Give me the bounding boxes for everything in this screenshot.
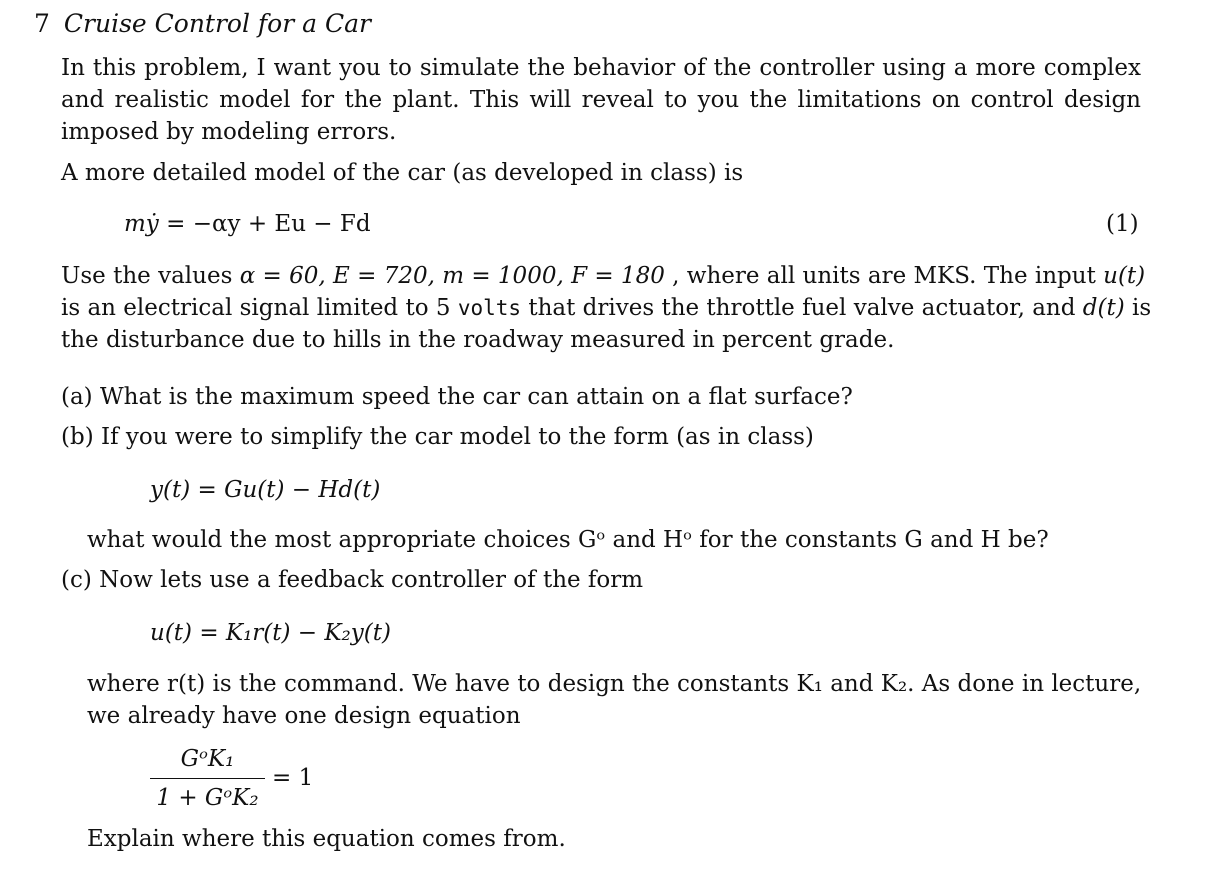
part-b — [61, 421, 814, 453]
model-intro: A more detailed model of the car (as developed in class) is — [61, 160, 744, 186]
volts-text: volts — [457, 296, 522, 320]
part-c-text: Now lets use a feedback controller of the form — [99, 567, 644, 593]
values-line2-b: that drives the throttle fuel valve actuator, and — [528, 295, 1076, 321]
values-line2-c: is — [1132, 295, 1152, 321]
disturbance-d: d(t) — [1082, 295, 1125, 321]
part-c — [61, 564, 643, 596]
part-a — [61, 381, 853, 413]
part-b-text: If you were to simplify the car model to the form (as in class) — [100, 424, 814, 450]
values-pre: Use the values — [61, 263, 233, 289]
input-u: u(t) — [1103, 263, 1146, 289]
part-c-where-line-2: we already have one design equation — [87, 703, 521, 729]
values-line-3: the disturbance due to hills in the roadway measured in percent grade. — [61, 327, 895, 353]
part-b-label: (b) — [61, 424, 94, 450]
section-title: Cruise Control for a Car — [63, 9, 371, 38]
part-c-explain: Explain where this equation comes from. — [87, 826, 566, 852]
part-c-equation: u(t) = K₁r(t) − K₂y(t) — [150, 620, 391, 646]
part-b-followup: what would the most appropriate choices Gᵒ and Hᵒ for the constants G and H be? — [87, 527, 1049, 553]
part-b-equation: y(t) = Gu(t) − Hd(t) — [150, 477, 381, 503]
part-a-text: What is the maximum speed the car can attain on a flat surface? — [99, 384, 853, 410]
section-number: 7 — [34, 9, 50, 38]
section-heading — [34, 8, 371, 40]
fraction-bar — [150, 778, 265, 779]
equation-1-label: (1) — [1106, 211, 1139, 237]
values-assignments: α = 60, E = 720, m = 1000, F = 180 — [239, 263, 665, 289]
design-equation-fraction — [150, 742, 265, 815]
fraction-numerator: GᵒK₁ — [180, 746, 235, 772]
part-c-where-line-1: where r(t) is the command. We have to design the constants K₁ and K₂. As done in lecture, — [87, 671, 1142, 697]
equation-1-lhs: mẏ — [124, 211, 159, 237]
fraction-rhs: = 1 — [272, 765, 314, 791]
intro-paragraph: In this problem, I want you to simulate the behavior of the controller using a more complex and realistic model for the plant. This will reveal to you the limitations on control design imposed by modeling errors. — [61, 55, 1141, 145]
fraction-denominator: 1 + GᵒK₂ — [156, 785, 259, 811]
values-line-1 — [61, 260, 1145, 292]
equation-1 — [124, 208, 371, 240]
values-line-2 — [61, 292, 1151, 324]
part-c-label: (c) — [61, 567, 92, 593]
values-post: , where all units are MKS. The input — [672, 263, 1096, 289]
equation-1-rhs: = −αy + Eu − Fd — [166, 211, 371, 237]
values-line2-a: is an electrical signal limited to 5 — [61, 295, 451, 321]
part-a-label: (a) — [61, 384, 93, 410]
